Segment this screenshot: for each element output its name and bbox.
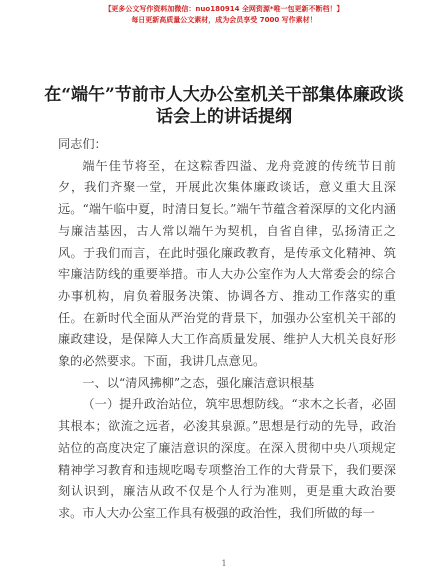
document-title: 在“端午”节前市人大办公室机关干部集体廉政谈话会上的讲话提纲 [44,85,404,127]
subsection-text: “求木之长者，必固其根本；欲流之远者，必浚其泉源。”思想是行动的先导，政治站位的高度决定了廉洁意识的深度。在深入贯彻中央八项规定精神学习教育和违规吃喝专项整治工作的大背景下，我们要深刻认识到，廉洁从政不仅是个人行为准则，更是重大政治要求。市人大办公室工作具有极强的政治性，我们所做的每一 [58,397,396,520]
subsection-paragraph [58,394,396,524]
banner-line-1: 【更多公文写作资料加微信：nuo180914 全网资源*唯一包更新不断档！】 [104,5,344,13]
header-banner [0,4,448,26]
page-number: 1 [221,559,227,568]
subsection-heading: （一）提升政治站位，筑牢思想防线。 [82,397,292,412]
document-body [58,134,396,525]
section-heading: 一、以“清风拂柳”之态，强化廉洁意识根基 [82,375,315,390]
salutation: 同志们： [58,137,107,151]
banner-line-2: 每日更新高质量公文素材，成为会员享受 7000 写作素材！ [131,16,317,24]
body-paragraph: 端午佳节将至，在这粽香四溢、龙舟竞渡的传统节日前夕，我们齐聚一堂，开展此次集体廉政谈话，意义重大且深远。“端午临中夏，时清日复长。”端午节蕴含着深厚的文化内涵与廉洁基因，古人常以端午为契机，自省自律，弘扬清正之风。于我们而言，在此时强化廉政教育，是传承文化精神、筑牢廉洁防线的重要举措。市人大办公室作为人大常委会的综合办事机构，肩负着服务决策、协调各方、推动工作落实的重任。在新时代全面从严治党的背景下，加强办公室机关干部的廉政建设，是保障人大工作高质量发展、维护人大机关良好形象的必然要求。下面，我讲几点意见。 [58,158,396,369]
